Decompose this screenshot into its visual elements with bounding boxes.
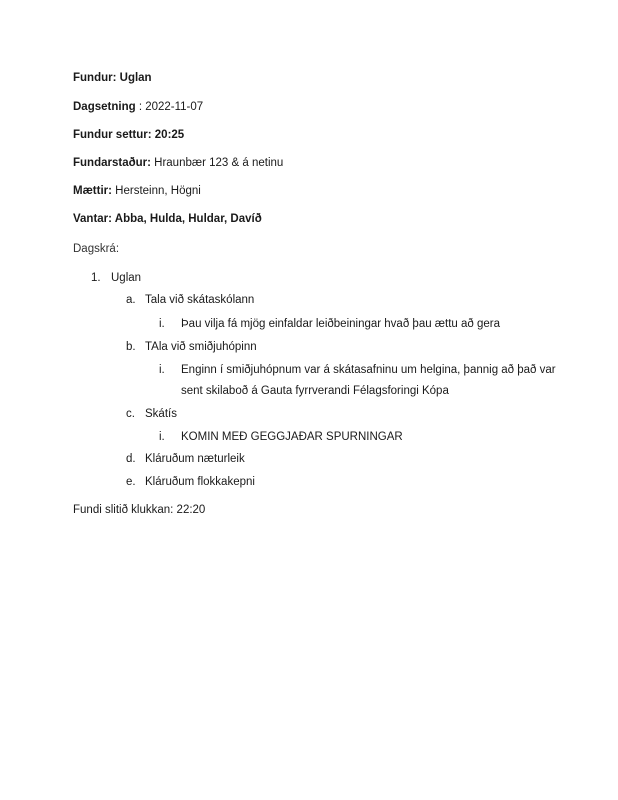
meeting-start-value: 20:25 bbox=[151, 129, 185, 141]
meeting-start-line bbox=[73, 129, 184, 141]
agenda-item-title: Uglan bbox=[111, 272, 142, 284]
subsubitem-text-continued: sent skilaboð á Gauta fyrrverandi Félagsforingi Kópa bbox=[181, 385, 449, 397]
subitem-marker: a. bbox=[126, 294, 136, 306]
subitem-text: Skátís bbox=[145, 408, 177, 420]
subsubitem-marker: i. bbox=[159, 318, 165, 330]
subsubitem-text: Enginn í smiðjuhópnum var á skátasafninu um helgina, þannig að það var bbox=[181, 364, 556, 376]
meeting-name-value: Uglan bbox=[116, 72, 152, 84]
absentees-label: Vantar: bbox=[73, 213, 112, 225]
meeting-date-label: Dagsetning bbox=[73, 101, 136, 113]
subitem-marker: b. bbox=[126, 341, 136, 353]
subsubitem-text: Þau vilja fá mjög einfaldar leiðbeiningar hvað þau ættu að gera bbox=[181, 318, 501, 330]
subsubitem-text: KOMIN MEÐ GEGGJAÐAR SPURNINGAR bbox=[181, 431, 403, 443]
subitem-text: Kláruðum næturleik bbox=[145, 453, 245, 465]
subitem-text: TAla við smiðjuhópinn bbox=[145, 341, 257, 353]
attendees-value: Hersteinn, Högni bbox=[111, 185, 201, 197]
subitem-marker: c. bbox=[126, 408, 135, 420]
attendees-line bbox=[73, 185, 201, 197]
meeting-location-line bbox=[73, 157, 283, 169]
subitem-marker: d. bbox=[126, 453, 136, 465]
meeting-location-value: Hraunbær 123 & á netinu bbox=[150, 157, 284, 169]
subitem-text: Kláruðum flokkakepni bbox=[145, 476, 255, 488]
subsubitem-marker: i. bbox=[159, 364, 165, 376]
meeting-name-label: Fundur: bbox=[73, 72, 117, 84]
subsubitem-marker: i. bbox=[159, 431, 165, 443]
attendees-label: Mættir: bbox=[73, 185, 112, 197]
subitem-marker: e. bbox=[126, 476, 136, 488]
meeting-name-line bbox=[73, 72, 152, 84]
absentees-value: Abba, Hulda, Huldar, Davíð bbox=[112, 213, 262, 225]
absentees-line bbox=[73, 213, 262, 225]
meeting-date-line bbox=[73, 101, 203, 113]
meeting-closed-line: Fundi slitið klukkan: 22:20 bbox=[73, 504, 206, 516]
agenda-item-number: 1. bbox=[91, 272, 101, 284]
subitem-text: Tala við skátaskólann bbox=[145, 294, 255, 306]
meeting-location-label: Fundarstaður: bbox=[73, 157, 151, 169]
agenda-title: Dagskrá: bbox=[73, 243, 120, 255]
meeting-start-label: Fundur settur: bbox=[73, 129, 152, 141]
meeting-date-value: : 2022-11-07 bbox=[135, 101, 204, 113]
